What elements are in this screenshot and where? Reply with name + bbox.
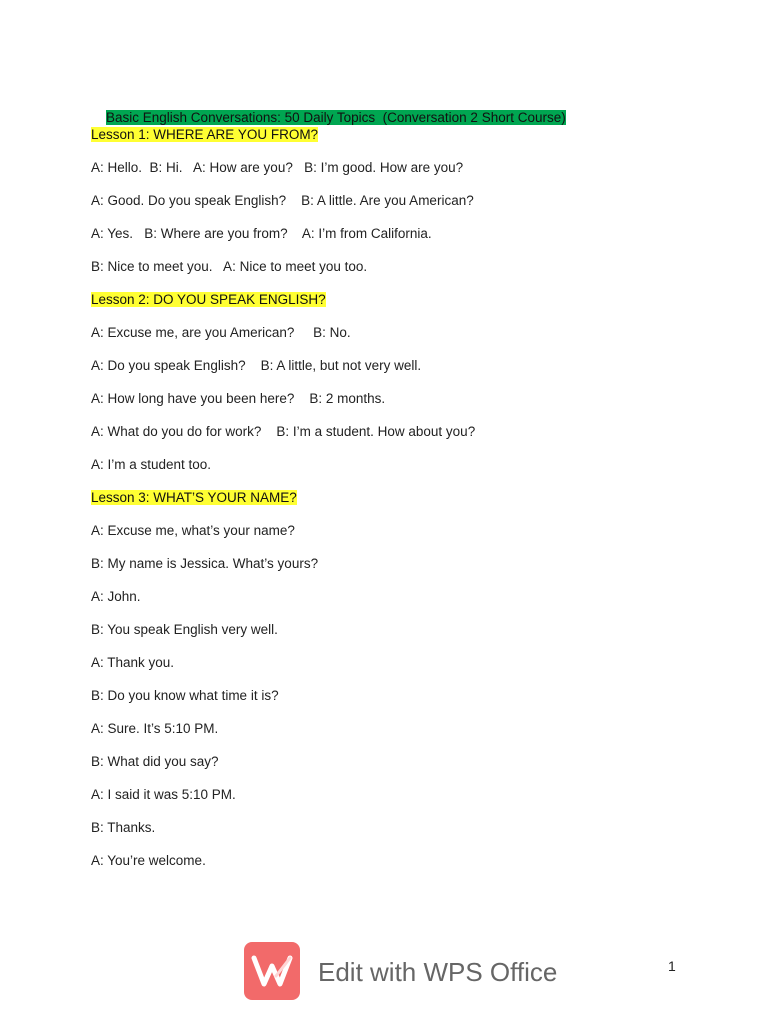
dialogue-line <box>91 358 421 374</box>
dialogue-line-text: A: Sure. It’s 5:10 PM. <box>91 721 219 736</box>
lesson-heading-text: Lesson 1: WHERE ARE YOU FROM? <box>91 127 319 142</box>
dialogue-line <box>91 457 211 473</box>
dialogue-line <box>91 820 155 836</box>
lesson-heading <box>91 127 318 143</box>
dialogue-line-text: A: John. <box>91 589 141 604</box>
dialogue-line <box>91 391 385 407</box>
dialogue-line <box>91 226 432 242</box>
dialogue-line <box>91 622 278 638</box>
dialogue-line-text: B: My name is Jessica. What’s yours? <box>91 556 319 571</box>
dialogue-line-text: A: Yes. B: Where are you from? A: I’m from California. <box>91 226 432 241</box>
dialogue-line <box>91 787 236 803</box>
edit-with-wps-banner[interactable]: Edit with WPS Office <box>318 957 558 987</box>
dialogue-line <box>91 688 279 704</box>
dialogue-line <box>91 721 218 737</box>
dialogue-line-text: A: What do you do for work? B: I’m a student. How about you? <box>91 424 476 439</box>
dialogue-line-text: A: How long have you been here? B: 2 months. <box>91 391 386 406</box>
dialogue-line-text: A: I said it was 5:10 PM. <box>91 787 236 802</box>
dialogue-line-text: B: Do you know what time it is? <box>91 688 279 703</box>
wps-logo-glyph <box>250 950 294 992</box>
dialogue-line-text: A: Good. Do you speak English? B: A little. Are you American? <box>91 193 474 208</box>
dialogue-line-text: B: Thanks. <box>91 820 156 835</box>
dialogue-line <box>91 160 463 176</box>
document-title-text: Basic English Conversations: 50 Daily Topics (Conversation 2 Short Course) <box>106 110 566 125</box>
dialogue-line-text: B: What did you say? <box>91 754 219 769</box>
lesson-heading <box>91 490 297 506</box>
dialogue-line-text: A: I’m a student too. <box>91 457 212 472</box>
dialogue-line-text: A: Excuse me, are you American? B: No. <box>91 325 351 340</box>
dialogue-line <box>91 754 219 770</box>
dialogue-line-text: A: You’re welcome. <box>91 853 206 868</box>
dialogue-line <box>91 424 475 440</box>
dialogue-line-text: B: You speak English very well. <box>91 622 278 637</box>
wps-office-logo-icon[interactable] <box>244 942 300 1000</box>
dialogue-line <box>91 523 295 539</box>
dialogue-line <box>91 589 141 605</box>
dialogue-line-text: A: Excuse me, what’s your name? <box>91 523 295 538</box>
dialogue-line-text: A: Hello. B: Hi. A: How are you? B: I’m good. How are you? <box>91 160 464 175</box>
lesson-heading <box>91 292 326 308</box>
dialogue-line-text: A: Thank you. <box>91 655 175 670</box>
lesson-heading-text: Lesson 3: WHAT’S YOUR NAME? <box>91 490 297 505</box>
dialogue-line <box>91 655 174 671</box>
dialogue-line <box>91 556 318 572</box>
dialogue-line <box>91 193 474 209</box>
dialogue-line-text: B: Nice to meet you. A: Nice to meet you too. <box>91 259 368 274</box>
dialogue-line-text: A: Do you speak English? B: A little, but not very well. <box>91 358 422 373</box>
lesson-heading-text: Lesson 2: DO YOU SPEAK ENGLISH? <box>91 292 326 307</box>
dialogue-line <box>91 853 206 869</box>
dialogue-line <box>91 259 367 275</box>
page-number: 1 <box>668 958 676 974</box>
dialogue-line <box>91 325 351 341</box>
